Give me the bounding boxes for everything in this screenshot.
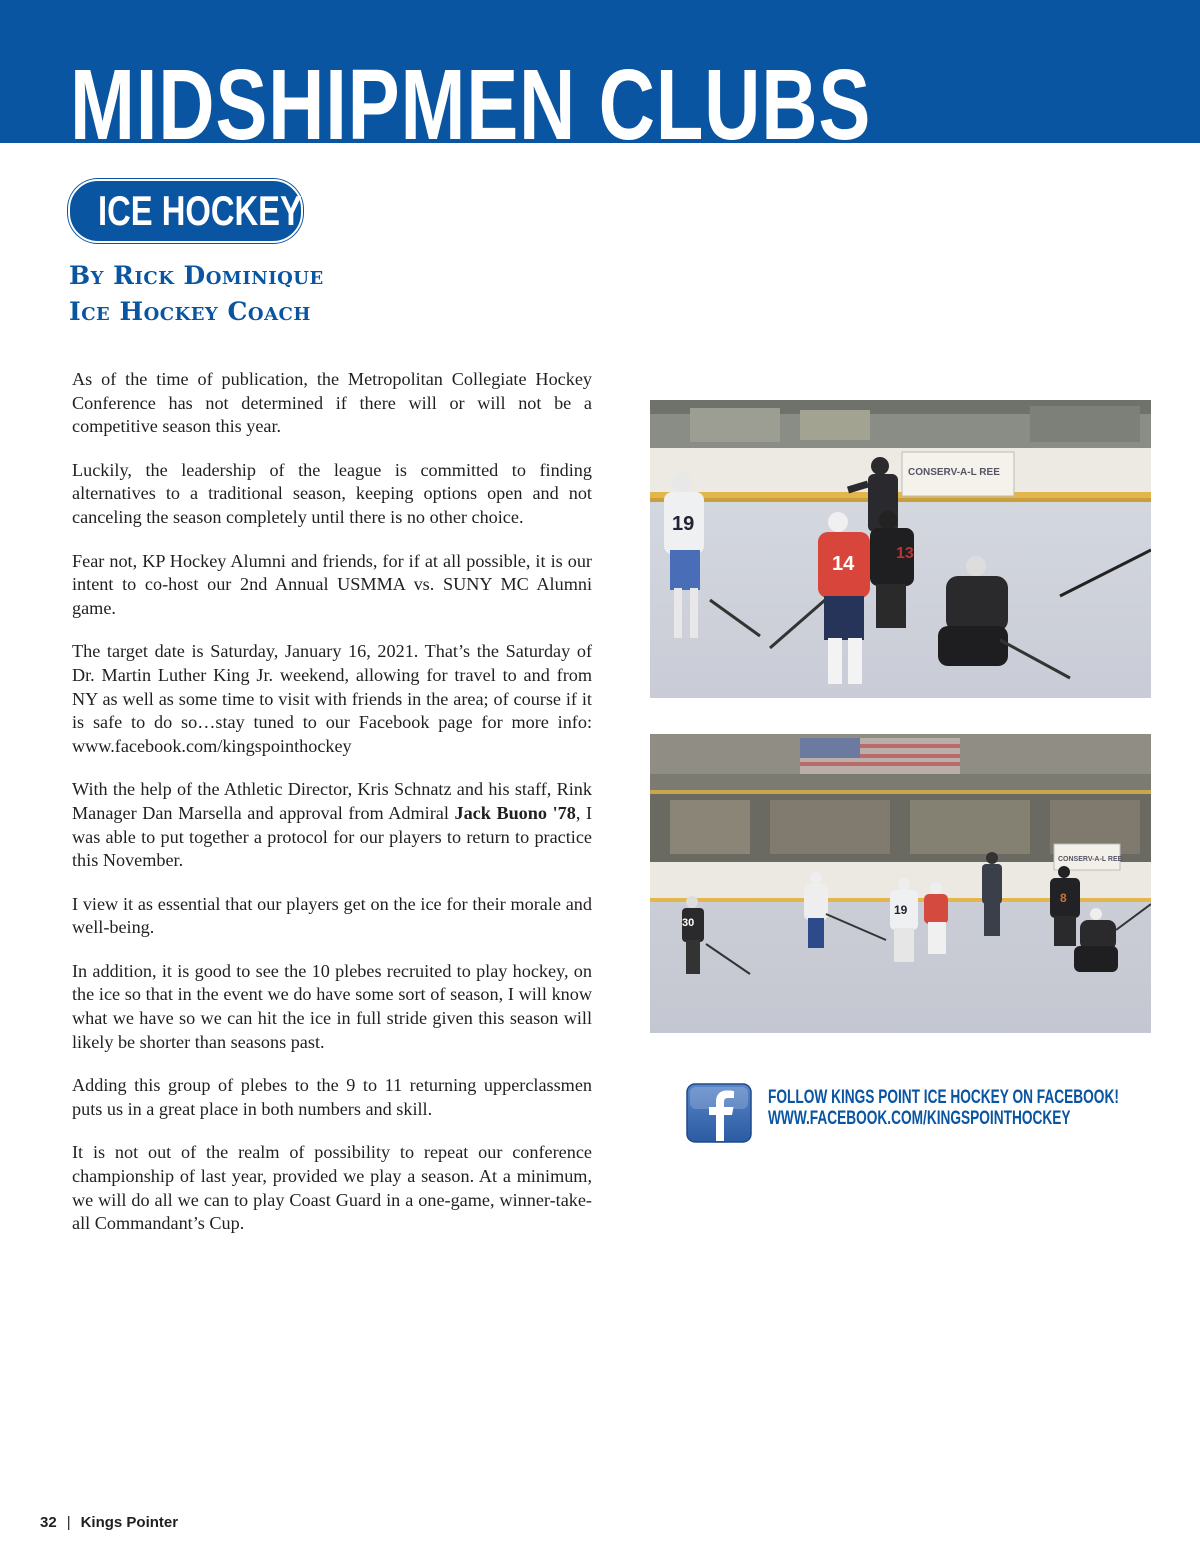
byline-role: Ice Hockey Coach	[69, 297, 311, 326]
jersey-number: 19	[672, 513, 695, 535]
jersey-number: 13	[896, 545, 914, 562]
facebook-link[interactable]: WWW.FACEBOOK.COM/KINGSPOINTHOCKEY	[768, 1108, 1071, 1129]
rink-sign: CONSERV-A-L REE	[908, 467, 1000, 478]
jersey-number: 14	[832, 553, 855, 575]
facebook-callout-line1: FOLLOW KINGS POINT ICE HOCKEY ON FACEBOOK!	[768, 1087, 1119, 1108]
footer-separator: |	[66, 1514, 71, 1531]
player-19-wide	[890, 878, 918, 962]
page-title: MIDSHIPMEN CLUBS	[70, 49, 872, 161]
byline	[69, 258, 324, 330]
section-badge	[68, 179, 303, 243]
flag	[800, 738, 960, 774]
byline-author: By Rick Dominique	[69, 261, 324, 290]
paragraph-text: , I was able to put together a protocol for our players to return to practice this November.	[72, 802, 592, 871]
article-paragraph: In addition, it is good to see the 10 plebes recruited to play hockey, on the ice so that in the event we do have some sort of season, I will know what we have so we can hit the ice in full stride given this season will likely be shorter than seasons past.	[72, 960, 592, 1052]
article-paragraph: Adding this group of plebes to the 9 to 11 returning upperclassmen puts us in a great place in both numbers and skill.	[72, 1075, 592, 1119]
paragraph-text: With the help of the Athletic Director, Kris Schnatz and his staff, Rink Manager Dan Marsella and approval from Admiral	[72, 779, 592, 823]
article-paragraph	[72, 778, 592, 872]
facebook-icon[interactable]	[686, 1083, 752, 1143]
hockey-practice-photo	[650, 400, 1151, 698]
jersey-number: 19	[894, 903, 908, 917]
article-paragraph: Fear not, KP Hockey Alumni and friends, for if at all possible, it is our intent to co-host our 2nd Annual USMMA vs. SUNY MC Alumni game.	[72, 550, 592, 618]
alumni-name: Jack Buono '78	[454, 802, 576, 823]
article-body	[72, 368, 592, 1256]
player-coach-wide	[982, 852, 1002, 936]
article-paragraph: Luckily, the leadership of the league is committed to finding alternatives to a traditional season, keeping options open and not canceling the season completely until there is no other choice.	[72, 459, 592, 527]
section-label: ICE HOCKEY	[98, 187, 302, 234]
photo-illustration	[650, 734, 1151, 1033]
jersey-number: 30	[682, 917, 695, 929]
jersey-number: 8	[1060, 891, 1067, 905]
photo-illustration	[650, 400, 1151, 698]
facebook-callout	[768, 1087, 1119, 1129]
article-paragraph: The target date is Saturday, January 16, 2021. That’s the Saturday of Dr. Martin Luther King Jr. weekend, allowing for travel to and from NY as well as some time to visit with friends in the area; of course if it is safe to do so…stay tuned to our Facebook page for more info: www.facebook.com/kingspointhockey	[72, 641, 592, 756]
facebook-logo	[686, 1083, 752, 1143]
page-footer	[40, 1514, 178, 1531]
rink-sign: CONSERV-A-L REE	[1058, 856, 1123, 863]
article-paragraph: It is not out of the realm of possibility to repeat our conference championship of last year, provided we play a season. At a minimum, we will do all we can to play Coast Guard in a one-game, winner-take-all Commandant’s Cup.	[72, 1142, 592, 1234]
article-paragraph: As of the time of publication, the Metropolitan Collegiate Hockey Conference has not determined if there will or will not be a competitive season this year.	[72, 369, 592, 437]
page-number: 32	[40, 1514, 57, 1531]
hockey-practice-wide-photo	[650, 734, 1151, 1033]
publication-name: Kings Pointer	[80, 1514, 179, 1531]
article-paragraph: I view it as essential that our players get on the ice for their morale and well-being.	[72, 893, 592, 938]
